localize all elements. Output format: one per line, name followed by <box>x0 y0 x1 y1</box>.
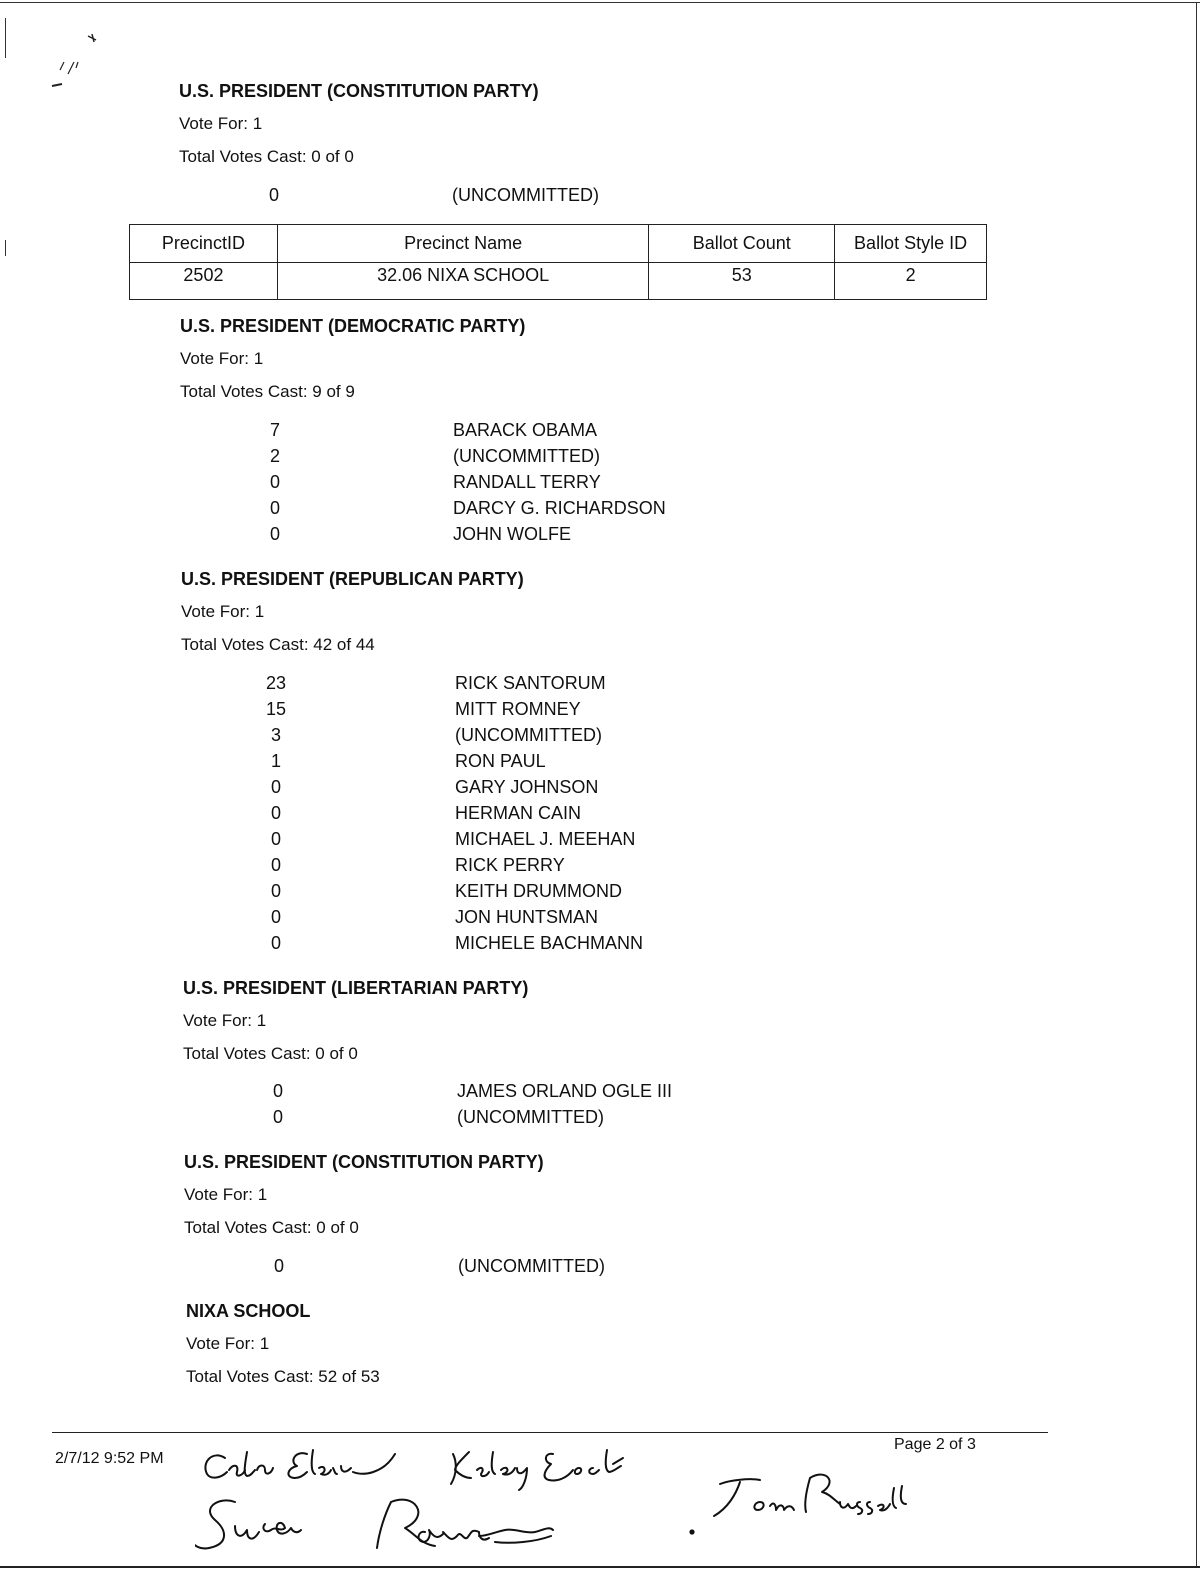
candidate-name: RANDALL TERRY <box>453 472 601 492</box>
header-ballot-count: Ballot Count <box>649 225 835 263</box>
vote-count: 0 <box>270 777 281 797</box>
candidate-name: KEITH DRUMMOND <box>455 881 622 901</box>
vote-for: Vote For: 1 <box>183 1011 267 1030</box>
total-votes: Total Votes Cast: 0 of 0 <box>179 147 354 166</box>
vote-count: 0 <box>269 524 280 544</box>
vote-count: 23 <box>265 673 287 693</box>
header-precinct-name: Precinct Name <box>277 225 649 263</box>
candidate-name: JAMES ORLAND OGLE III <box>457 1081 673 1101</box>
header-precinct-id: PrecinctID <box>130 225 278 263</box>
vote-count: 0 <box>269 498 280 518</box>
header-ballot-style-id: Ballot Style ID <box>835 225 987 263</box>
vote-count: 2 <box>269 446 280 466</box>
vote-count: 0 <box>270 829 281 849</box>
candidate-name: (UNCOMMITTED) <box>457 1107 604 1127</box>
contest-constitution-party-1 <box>179 81 539 167</box>
vote-for: Vote For: 1 <box>179 114 263 133</box>
vote-count: 0 <box>268 185 279 205</box>
contest-title: U.S. PRESIDENT (CONSTITUTION PARTY) <box>184 1152 544 1172</box>
precinct-table <box>129 224 987 300</box>
vote-count: 15 <box>265 699 287 719</box>
vote-for: Vote For: 1 <box>181 602 265 621</box>
candidate-name: JON HUNTSMAN <box>455 907 598 927</box>
scan-mark <box>5 18 6 58</box>
contest-title: U.S. PRESIDENT (CONSTITUTION PARTY) <box>179 81 539 101</box>
precinct-name: 32.06 NIXA SCHOOL <box>277 263 649 300</box>
precinct-header-row <box>130 225 987 263</box>
candidate-name: RON PAUL <box>455 751 546 771</box>
total-votes: Total Votes Cast: 0 of 0 <box>184 1218 359 1237</box>
contest-nixa-school <box>186 1301 380 1387</box>
candidate-name: MICHELE BACHMANN <box>455 933 644 953</box>
candidate-name: BARACK OBAMA <box>453 420 598 440</box>
total-votes: Total Votes Cast: 42 of 44 <box>181 635 375 654</box>
page-border-right <box>1196 2 1197 1566</box>
candidate-name: DARCY G. RICHARDSON <box>453 498 666 518</box>
vote-count: 0 <box>270 907 281 927</box>
scan-scribble-mark <box>48 28 108 98</box>
footer-rule <box>52 1432 1048 1433</box>
vote-count: 1 <box>270 751 281 771</box>
ballot-count: 53 <box>649 263 835 300</box>
handwritten-signatures-left <box>195 1440 665 1560</box>
contest-republican-party <box>181 569 524 655</box>
candidate-name: (UNCOMMITTED) <box>453 446 600 466</box>
candidate-name: (UNCOMMITTED) <box>458 1256 605 1276</box>
contest-constitution-party-2 <box>184 1152 544 1238</box>
ballot-style-id: 2 <box>835 263 987 300</box>
candidate-name: GARY JOHNSON <box>455 777 599 797</box>
page-border-bottom <box>0 1566 1200 1568</box>
candidate-name: JOHN WOLFE <box>453 524 572 544</box>
page-number: Page 2 of 3 <box>894 1436 976 1453</box>
contest-title: U.S. PRESIDENT (LIBERTARIAN PARTY) <box>183 978 529 998</box>
vote-count: 0 <box>269 472 280 492</box>
contest-libertarian-party <box>183 978 528 1064</box>
vote-count: 0 <box>270 881 281 901</box>
vote-count: 0 <box>273 1256 284 1276</box>
print-timestamp: 2/7/12 9:52 PM <box>55 1450 164 1467</box>
total-votes: Total Votes Cast: 0 of 0 <box>183 1044 358 1063</box>
vote-for: Vote For: 1 <box>186 1334 270 1353</box>
vote-count: 0 <box>270 855 281 875</box>
handwritten-signature-right <box>680 1460 940 1560</box>
total-votes: Total Votes Cast: 52 of 53 <box>186 1367 380 1386</box>
vote-count: 7 <box>269 420 280 440</box>
vote-count: 0 <box>270 933 281 953</box>
page-border-top <box>0 2 1200 3</box>
precinct-id: 2502 <box>130 263 278 300</box>
contest-democratic-party <box>180 316 525 402</box>
candidate-name: RICK PERRY <box>455 855 565 875</box>
contest-title: U.S. PRESIDENT (DEMOCRATIC PARTY) <box>180 316 526 336</box>
candidate-name: MICHAEL J. MEEHAN <box>455 829 636 849</box>
total-votes: Total Votes Cast: 9 of 9 <box>180 382 355 401</box>
candidate-name: (UNCOMMITTED) <box>452 185 599 205</box>
contest-title: U.S. PRESIDENT (REPUBLICAN PARTY) <box>181 569 524 589</box>
candidate-name: RICK SANTORUM <box>455 673 606 693</box>
candidate-name: (UNCOMMITTED) <box>455 725 602 745</box>
scan-mark <box>5 240 6 256</box>
vote-for: Vote For: 1 <box>184 1185 268 1204</box>
vote-count: 0 <box>272 1081 283 1101</box>
vote-count: 3 <box>270 725 281 745</box>
candidate-name: HERMAN CAIN <box>455 803 582 823</box>
contest-title: NIXA SCHOOL <box>186 1301 311 1321</box>
vote-count: 0 <box>270 803 281 823</box>
vote-count: 0 <box>272 1107 283 1127</box>
candidate-name: MITT ROMNEY <box>455 699 581 719</box>
vote-for: Vote For: 1 <box>180 349 264 368</box>
precinct-data-row <box>130 263 987 300</box>
